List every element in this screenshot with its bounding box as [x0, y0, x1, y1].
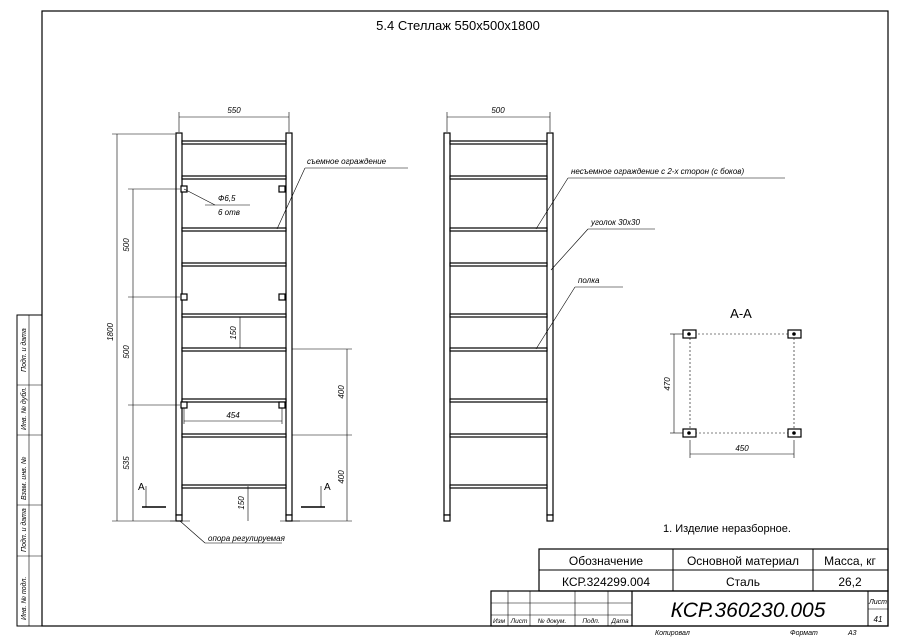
format-label: Формат [790, 630, 818, 637]
front-dim-height: 1800 [106, 323, 115, 341]
sheet-label: Лист [868, 599, 888, 606]
value-mass: 26,2 [838, 575, 862, 589]
front-dim-lower-b: 400 [337, 470, 346, 484]
row-label-doc: № докум. [537, 618, 567, 625]
row-label-sign: Подп. [582, 618, 600, 625]
section-dim-v: 470 [663, 377, 672, 391]
header-material: Основной материал [686, 554, 800, 568]
section-dim-h: 450 [735, 444, 749, 453]
front-dim-width: 550 [227, 106, 241, 115]
side-shelves [450, 141, 547, 488]
strip-label-5: Инв. № подл. [21, 576, 28, 620]
front-view [106, 106, 408, 543]
value-material: Сталь [726, 575, 760, 589]
front-dim-shelf-step: 150 [229, 326, 238, 340]
strip-label-2: Инв. № дубл. [21, 386, 28, 430]
hole-diameter-label: Ф6,5 [218, 194, 236, 203]
section-mark-right: А [324, 482, 331, 493]
document-number: КСР.360230.005 [670, 599, 826, 622]
front-dim-seg3: 535 [122, 456, 131, 470]
callout-adjustable-foot: опора регулируемая [208, 534, 285, 543]
callout-angle: уголок 30х30 [591, 218, 640, 227]
strip-label-4: Подп. и дата [21, 508, 28, 552]
row-label-izm: Изм [492, 618, 506, 625]
front-dim-hole-span: 454 [226, 411, 240, 420]
section-corners [683, 330, 801, 437]
callout-removable-guard: съемное ограждение [307, 157, 387, 166]
drawing-note: 1. Изделие неразборное. [663, 523, 791, 535]
front-dim-seg2: 500 [122, 345, 131, 359]
front-holes [181, 186, 285, 408]
callout-fixed-guard: несъемное ограждение с 2-х сторон (с боков) [571, 167, 745, 176]
value-designation: КСР.324299.004 [562, 575, 650, 589]
front-dim-lower-a: 400 [337, 385, 346, 399]
front-dim-seg1: 500 [122, 238, 131, 252]
row-label-date: Дата [611, 618, 629, 625]
row-label-list: Лист [510, 618, 528, 625]
hole-count-label: 6 отв [218, 208, 240, 217]
sheet-title: 5.4 Стеллаж 550х500х1800 [376, 18, 540, 33]
format-value: А3 [848, 630, 857, 637]
callout-shelf: полка [578, 276, 600, 285]
section-mark-left: А [138, 482, 145, 493]
front-dim-foot: 150 [237, 496, 246, 510]
sheet-number: 41 [873, 615, 883, 624]
left-strip [17, 315, 42, 626]
header-mass: Масса, кг [824, 554, 876, 568]
section-title: А-А [730, 306, 752, 321]
title-block [491, 549, 888, 637]
header-designation: Обозначение [568, 554, 644, 568]
section-view [663, 306, 801, 458]
copied-label: Копировал [655, 630, 690, 637]
strip-label-3: Взам. инв. № [21, 456, 28, 500]
side-dim-width: 500 [491, 106, 505, 115]
strip-label-1: Подп. и дата [21, 328, 28, 372]
